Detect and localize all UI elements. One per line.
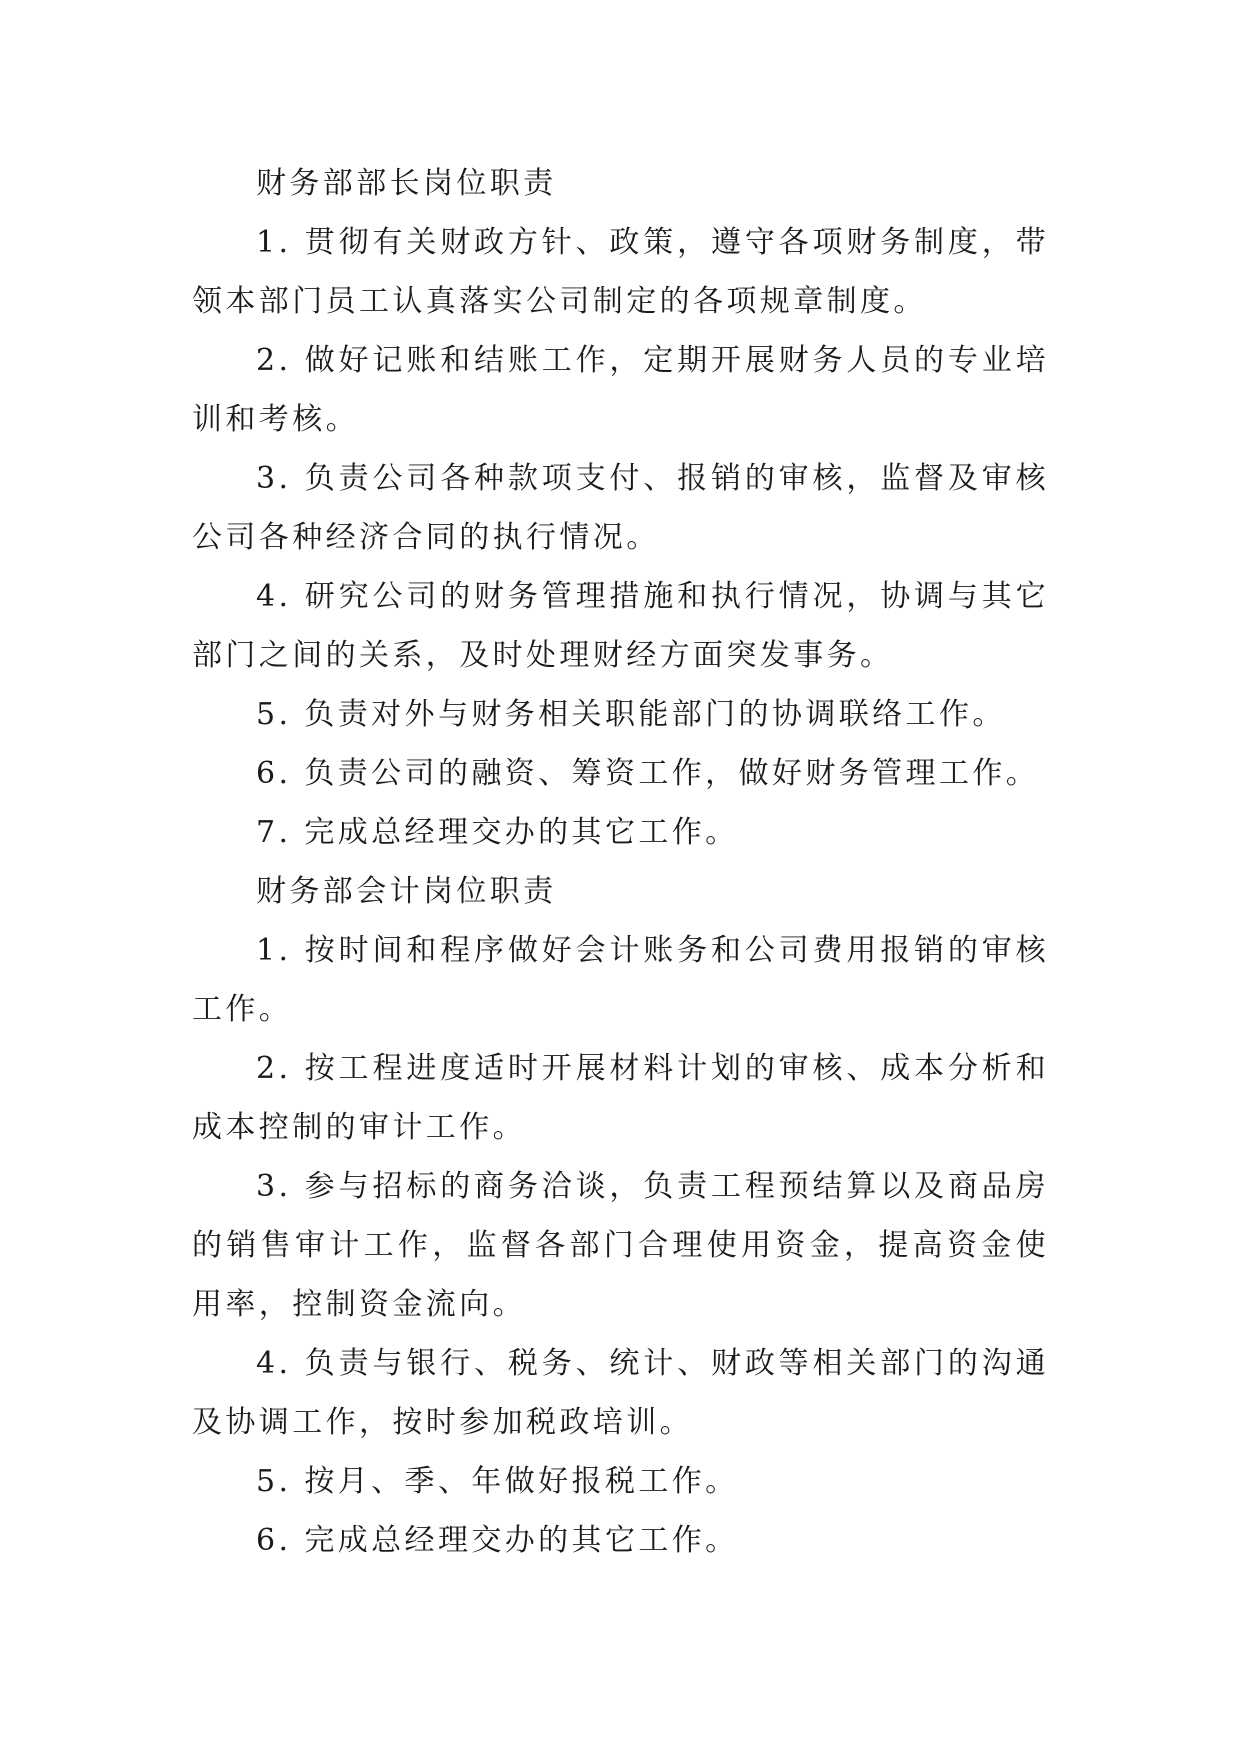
director-duty-6: 6. 负责公司的融资、筹资工作，做好财务管理工作。 <box>256 756 1040 791</box>
accountant-duty-5: 5. 按月、季、年做好报税工作。 <box>256 1464 739 1499</box>
section-title-accountant: 财务部会计岗位职责 <box>256 874 557 909</box>
director-duty-3: 3. 负责公司各种款项支付、报销的审核，监督及审核公司各种经济合同的执行情况。 <box>192 461 1049 555</box>
director-duty-5: 5. 负责对外与财务相关职能部门的协调联络工作。 <box>256 697 1006 732</box>
accountant-duty-6: 6. 完成总经理交办的其它工作。 <box>256 1523 739 1558</box>
accountant-duty-3: 3. 参与招标的商务洽谈，负责工程预结算以及商品房的销售审计工作，监督各部门合理使用资金，提高资金使用率，控制资金流向。 <box>192 1169 1049 1322</box>
director-duty-1: 1. 贯彻有关财政方针、政策，遵守各项财务制度，带领本部门员工认真落实公司制定的各项规章制度。 <box>192 225 1049 319</box>
director-duty-4: 4. 研究公司的财务管理措施和执行情况，协调与其它部门之间的关系，及时处理财经方面突发事务。 <box>192 579 1049 673</box>
accountant-duty-4: 4. 负责与银行、税务、统计、财政等相关部门的沟通及协调工作，按时参加税政培训。 <box>192 1346 1049 1440</box>
section-title-director: 财务部部长岗位职责 <box>256 166 557 201</box>
accountant-duty-1: 1. 按时间和程序做好会计账务和公司费用报销的审核工作。 <box>192 933 1049 1027</box>
director-duty-7: 7. 完成总经理交办的其它工作。 <box>256 815 739 850</box>
accountant-duty-2: 2. 按工程进度适时开展材料计划的审核、成本分析和成本控制的审计工作。 <box>192 1051 1049 1145</box>
director-duty-2: 2. 做好记账和结账工作，定期开展财务人员的专业培训和考核。 <box>192 343 1049 437</box>
document-body <box>192 154 1049 1570</box>
